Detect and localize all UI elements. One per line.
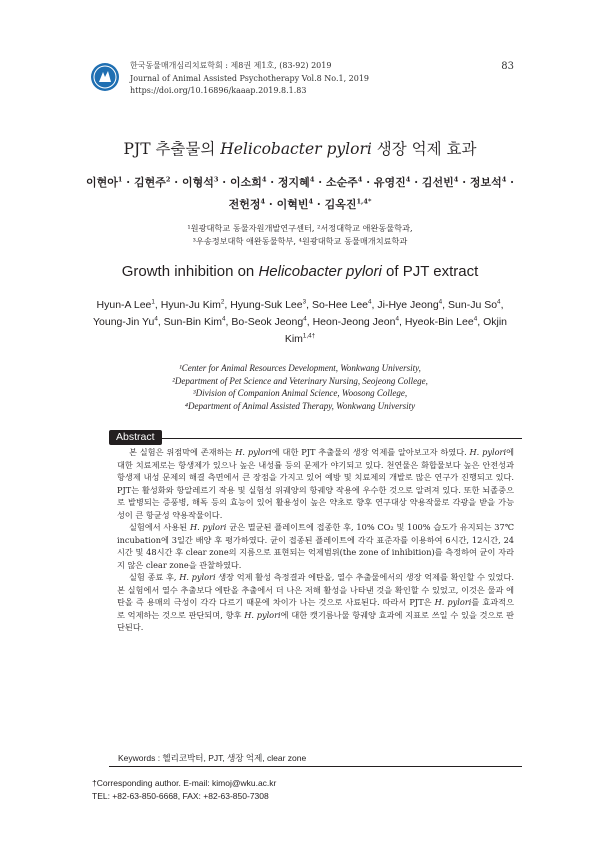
- affiliation-ko-line: ³우송정보대학 애완동물학부, ⁴원광대학교 동물매개치료학과: [192, 236, 408, 246]
- author-en: [164, 316, 226, 328]
- abstract-paragraph-1: 본 실험은 위점막에 존재하는 H. pylori에 대한 PJT 추출물의 생장 억제를 알아보고자 하였다. H. pylori에 대한 치료제로는 항생제가 있으나 높은 내성률 등의 문제가 야기되고 있다. 천연물은 화합물보다 높은 안전성과 항생제 내성 문제의 해결 측면에서 큰 장점을 가지고 있어 예방 및 치료제의 개발로 많은 연구가 진행되고 있다. PJT는 활성화와 항알레르기 작용 및 실험성 위궤양의 항궤양 작용에 우수한 것으로 알려져 있다. 또한 뇌졸중으로 발병되는 증풍병, 해독 등의 효능이 있어 활용성이 높은 약초로 향후 연구대상 약용작물로 각광을 받을 가능성이 큰 항균성 약용작물이다.: [117, 447, 514, 520]
- author-ko: [277, 198, 313, 211]
- affiliations-ko: [0, 222, 600, 248]
- author-name: Sun-Bin Kim: [163, 316, 223, 328]
- author-en: [230, 299, 306, 311]
- author-affiliation-mark: 4: [260, 197, 266, 206]
- author-name: 김옥진: [324, 198, 357, 211]
- author-affiliation-mark: 1,4†: [302, 332, 316, 340]
- author-affiliation-mark: 1: [117, 175, 123, 184]
- author-affiliation-mark: 2: [165, 175, 171, 184]
- abstract-rule: [159, 438, 522, 439]
- author-affiliation-mark: 2: [220, 298, 225, 306]
- correspondence: [92, 777, 276, 802]
- abstract-paragraph-2: 실험에서 사용된 H. pylori 균은 멸균된 플레이트에 접종한 후, 10% CO₂ 및 100% 습도가 유지되는 37℃ incubation에 3일간 배양 후 평가하였다. 균이 접종된 플레이트에 각각 표준자를 이용하여 6시간, 12시간, 24시간 및 48시간 후 clear zone의 지름으로 표현되는 억제범위(the zone of inhibition)를 측정하여 균이 자라지 않은 clear zone을 관찰하였다.: [117, 522, 515, 570]
- author-name: 전헌정: [228, 198, 261, 211]
- author-affiliation-mark: 4: [497, 298, 501, 306]
- journal-name-ko: 한국동물매개심리치료학회 : 제8권 제1호, (83-92) 2019: [130, 61, 332, 70]
- keywords-label: Keywords: [118, 753, 156, 763]
- author-ko: [325, 198, 372, 211]
- title-en-post: of PJT extract: [381, 263, 479, 280]
- keywords: [118, 752, 306, 764]
- author-name: 소순주: [325, 176, 358, 189]
- affiliation-en-3: ³Division of Companion Animal Science, Woosong College,: [192, 388, 408, 398]
- title-en-pre: Growth inhibition on: [121, 263, 259, 280]
- author-name: 정지혜: [277, 176, 310, 189]
- author-name: Hyung-Suk Lee: [230, 299, 303, 311]
- author-en: [377, 299, 442, 311]
- author-name: Hyun-A Lee: [96, 299, 152, 311]
- author-affiliation-mark: 4: [453, 175, 459, 184]
- author-affiliation-mark: 4: [222, 315, 226, 323]
- affiliations-en: [0, 362, 600, 412]
- title-ko: [0, 137, 600, 159]
- author-ko: [134, 176, 170, 189]
- author-affiliation-mark: 4: [303, 315, 307, 323]
- author-name: Young-Jin Yu: [93, 316, 155, 328]
- author-affiliation-mark: 4: [395, 315, 399, 323]
- author-affiliation-mark: 4: [438, 298, 443, 306]
- author-affiliation-mark: 4: [368, 298, 372, 306]
- author-affiliation-mark: 4: [308, 197, 314, 206]
- author-name: Okjin Kim: [284, 316, 507, 345]
- author-ko: [230, 176, 266, 189]
- affiliation-ko-line: ¹원광대학교 동물자원개발연구센터, ²서정대학교 애완동물학과,: [187, 223, 413, 233]
- author-name: Sun-Ju So: [448, 299, 498, 311]
- keywords-separator: :: [155, 753, 163, 763]
- affiliation-en-4: ⁴Department of Animal Assisted Therapy, Wonkwang University: [184, 400, 416, 411]
- author-ko: [326, 176, 362, 189]
- author-en: [93, 316, 158, 328]
- title-ko-pre: PJT 추출물의: [123, 140, 221, 158]
- author-affiliation-mark: 4: [357, 175, 363, 184]
- author-name: 이형석: [181, 176, 214, 189]
- author-name: 김선빈: [421, 176, 454, 189]
- author-name: So-Hee Lee: [311, 299, 369, 311]
- journal-header: [130, 60, 369, 98]
- author-name: Hyeok-Bin Lee: [404, 316, 474, 328]
- author-name: 이혁빈: [276, 198, 309, 211]
- author-ko: [229, 198, 265, 211]
- author-affiliation-mark: 4: [154, 315, 158, 323]
- contact-phone-fax: TEL: +82-63-850-6668, FAX: +82-63-850-7308: [92, 790, 269, 801]
- author-affiliation-mark: 3: [213, 175, 219, 184]
- author-ko: [422, 176, 458, 189]
- author-en: [161, 299, 225, 311]
- author-affiliation-mark: 4: [309, 175, 315, 184]
- journal-logo: [90, 62, 120, 92]
- author-en: [405, 316, 477, 328]
- title-en: [0, 263, 600, 280]
- author-name: Ji-Hye Jeong: [377, 299, 439, 311]
- author-name: 유영진: [373, 176, 406, 189]
- author-ko: [182, 176, 218, 189]
- affiliation-en-1: ¹Center for Animal Resources Development, Wonkwang University,: [179, 363, 421, 373]
- author-en: [312, 299, 372, 311]
- title-en-species: Helicobacter pylori: [258, 263, 382, 280]
- authors-ko: 이현아$^1$ · 김현주$^2$ · 이형석$^3$ · 이소희$^4$ · 정지혜$^4$ · 소순주$^4$ · 유영진$^4$ · 김선빈$^4$ · 정보석$^4$ · 전헌정$^4$ · 이혁빈$^4$ · 김옥진$^{1,4*}$: [85, 175, 515, 211]
- author-en: [231, 316, 306, 328]
- page-number: 83: [501, 61, 514, 72]
- title-ko-post: 생장 억제 효과: [371, 140, 477, 158]
- corresponding-author: †Corresponding author. E-mail: kimoj@wku.ac.kr: [92, 778, 277, 788]
- doi-link[interactable]: https://doi.org/10.16896/kaaap.2019.8.1.83: [130, 86, 307, 95]
- author-en: [448, 299, 501, 311]
- author-name: 정보석: [469, 176, 502, 189]
- author-affiliation-mark: 4: [261, 175, 267, 184]
- author-name: Bo-Seok Jeong: [231, 316, 304, 328]
- author-affiliation-mark: 1: [151, 298, 155, 306]
- author-name: 이소희: [229, 176, 262, 189]
- author-affiliation-mark: 4: [501, 175, 507, 184]
- author-name: Heon-Jeong Jeon: [312, 316, 396, 328]
- authors-en: Hyun-A Lee$^1$, Hyun-Ju Kim$^2$, Hyung-Suk Lee$^3$, So-Hee Lee$^4$, Ji-Hye Jeong$^4$, Sun-Ju So$^4$, Young-Jin Yu$^4$, Sun-Bin Kim$^4$, Bo-Seok Jeong$^4$, Heon-Jeong Jeon$^4$, Hyeok-Bin Lee$^4$, Okjin Kim$^{1,4\dagger}$: [93, 298, 507, 345]
- keywords-value: 헬리코박터, PJT, 생장 억제, clear zone: [162, 753, 307, 763]
- author-ko: [470, 176, 506, 189]
- author-ko: [374, 176, 410, 189]
- author-affiliation-mark: 4: [405, 175, 411, 184]
- author-name: 이현아: [85, 176, 118, 189]
- abstract-label: Abstract: [109, 430, 162, 445]
- author-name: Hyun-Ju Kim: [160, 299, 221, 311]
- title-ko-species: Helicobacter pylori: [220, 140, 372, 158]
- affiliation-en-2: ²Department of Pet Science and Veterinary Nursing, Seojeong College,: [172, 375, 428, 386]
- abstract-paragraph-3: 실험 종료 후, H. pylori 생장 억제 활성 측정결과 에탄올, 열수 추출물에서의 생장 억제를 확인할 수 있었다. 본 실험에서 열수 추출보다 에탄올 추출에서 더 나은 저해 활성을 나타낸 것을 확인할 수 있었고, 이것은 물과 에탄올 즉 용매의 극성이 각각 다르기 때문에 차이가 나는 것으로 사료된다. 따라서 PJT은 H. pylori를 효과적으로 억제하는 것으로 판단되며, 향후 H. pylori에 대한 캣기름나물 항궤양 효과에 지표로 쓰일 수 있을 것으로 판단된다.: [117, 572, 514, 632]
- author-affiliation-mark: 4: [473, 315, 478, 323]
- author-ko: [86, 176, 122, 189]
- author-ko: [278, 176, 314, 189]
- abstract-section: [109, 430, 522, 750]
- author-affiliation-mark: 3: [302, 298, 307, 306]
- author-affiliation-mark: 1,4*: [356, 197, 372, 206]
- journal-name-en: Journal of Animal Assisted Psychotherapy Vol.8 No.1, 2019: [130, 73, 370, 83]
- author-en: [313, 316, 399, 328]
- keywords-rule: [109, 766, 522, 767]
- author-en: [97, 299, 155, 311]
- abstract-text: [117, 446, 514, 634]
- author-name: 김현주: [133, 176, 166, 189]
